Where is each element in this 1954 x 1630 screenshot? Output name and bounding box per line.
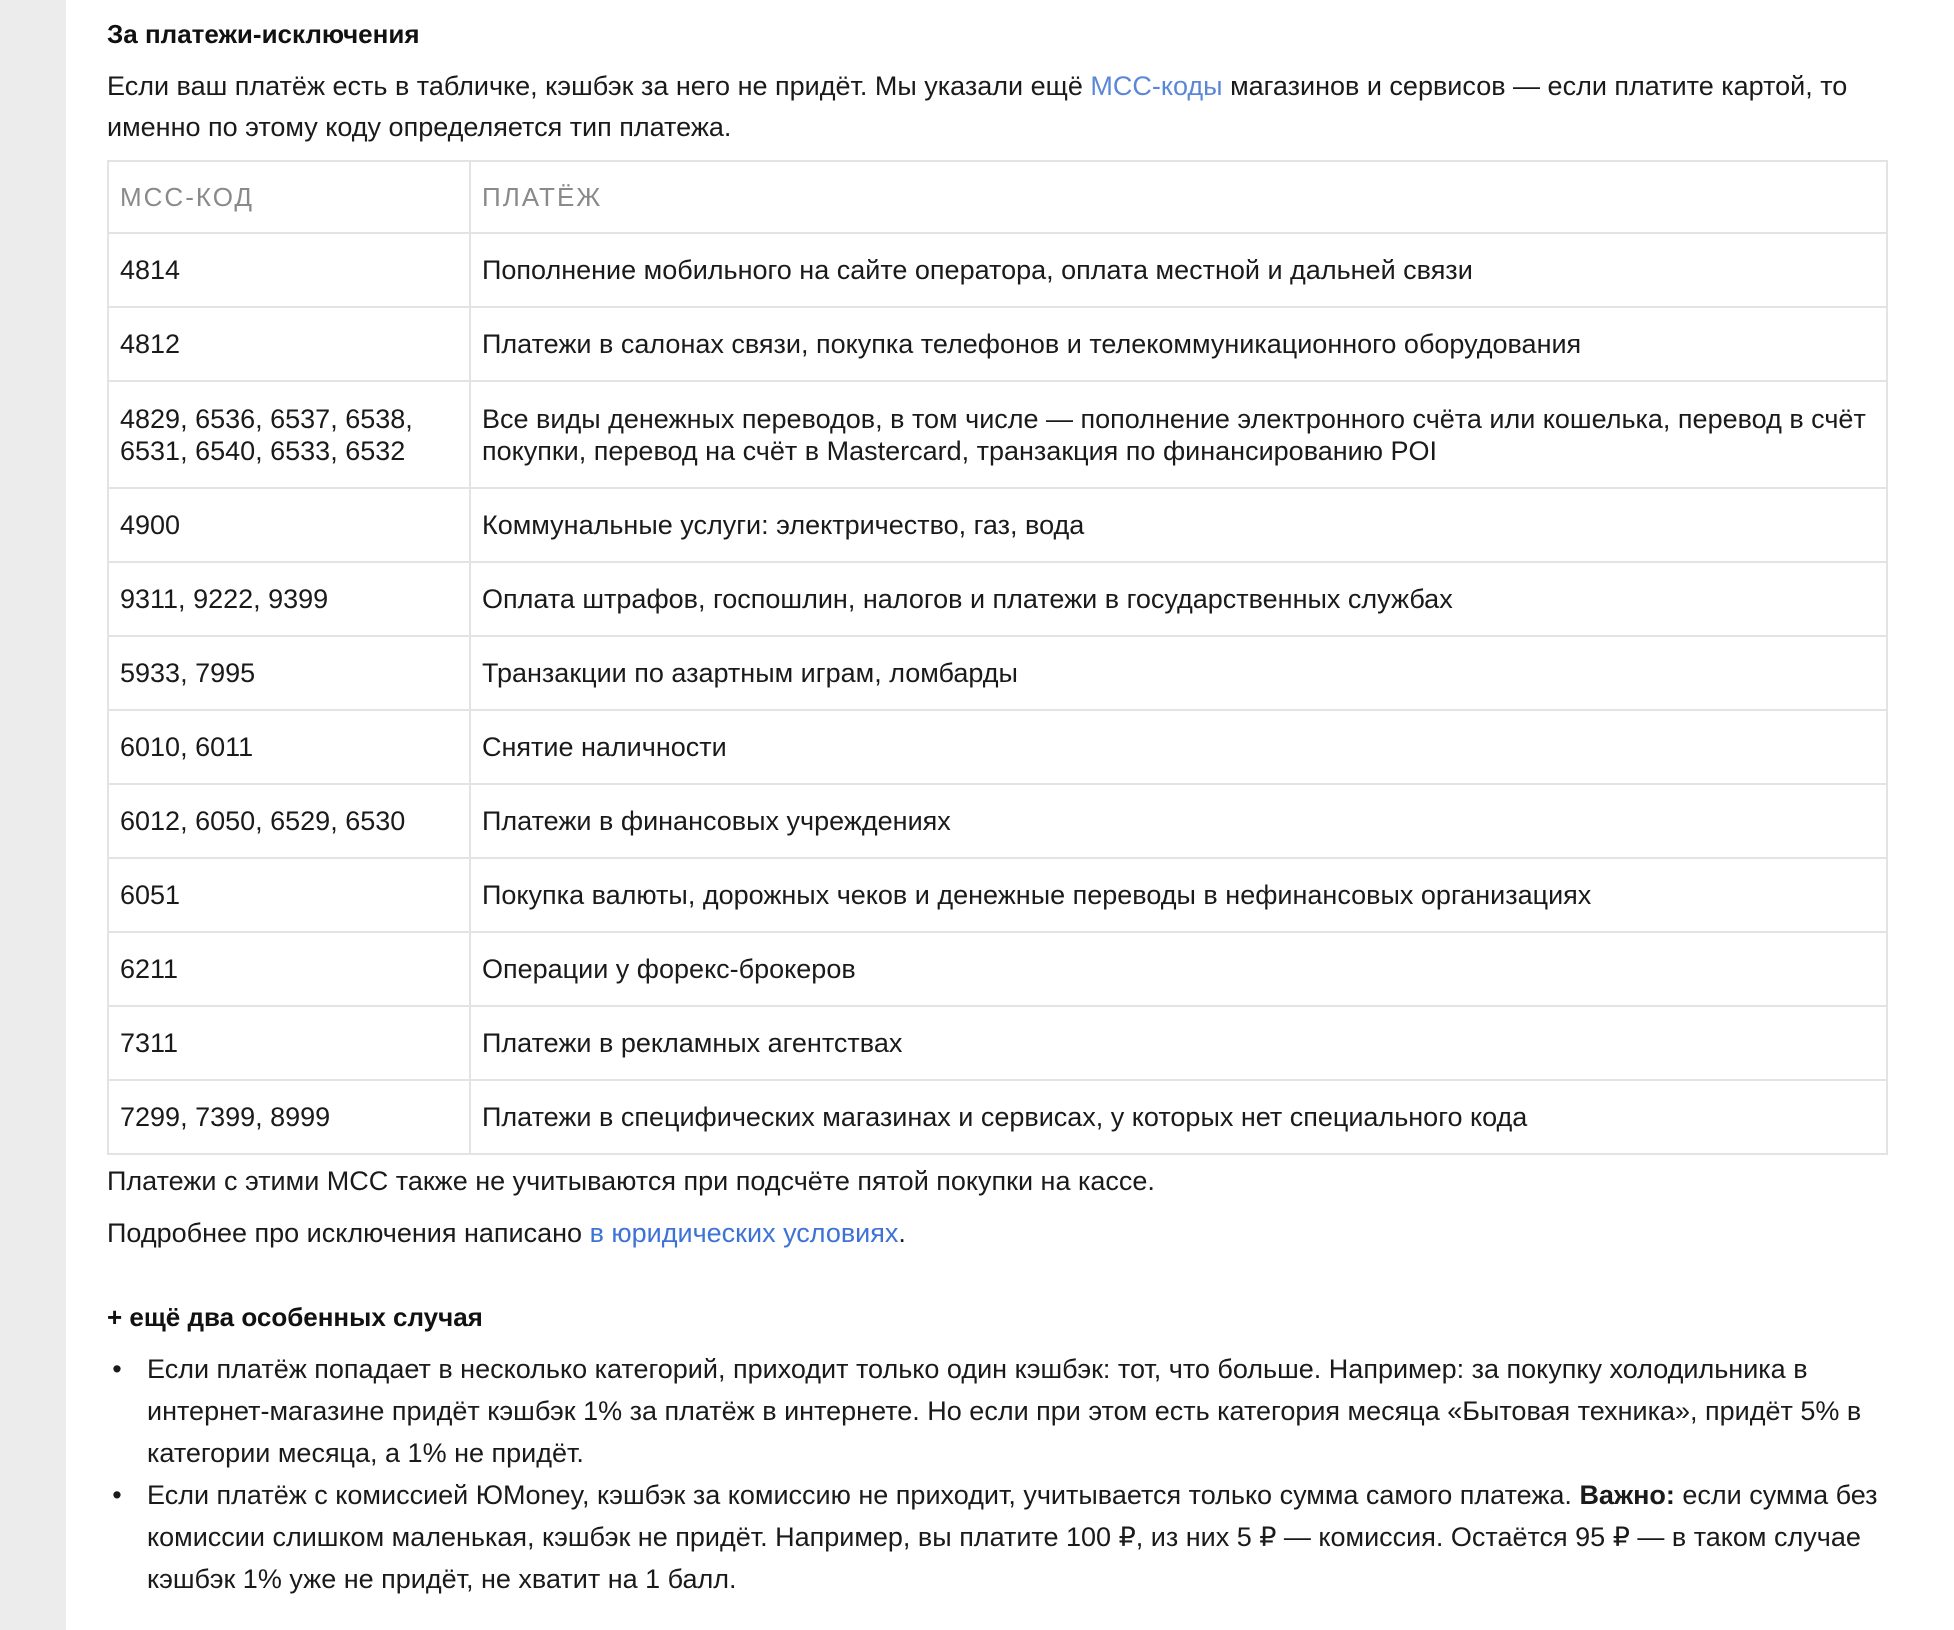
table-row xyxy=(108,307,1887,381)
payment-cell: Снятие наличности xyxy=(470,710,1887,784)
table-row xyxy=(108,858,1887,932)
legal-note-text-after: . xyxy=(898,1218,906,1248)
payment-cell: Оплата штрафов, госпошлин, налогов и платежи в государственных службах xyxy=(470,562,1887,636)
payment-cell: Платежи в рекламных агентствах xyxy=(470,1006,1887,1080)
payment-cell: Пополнение мобильного на сайте оператора, оплата местной и дальней связи xyxy=(470,233,1887,307)
legal-note-paragraph xyxy=(107,1213,1885,1254)
payment-cell: Операции у форекс-брокеров xyxy=(470,932,1887,1006)
mcc-code-cell: 4900 xyxy=(108,488,470,562)
mcc-code-cell: 7311 xyxy=(108,1006,470,1080)
mcc-codes-link[interactable]: MCC-коды xyxy=(1090,71,1223,101)
mcc-code-cell: 4814 xyxy=(108,233,470,307)
intro-paragraph xyxy=(107,66,1885,148)
payment-cell: Платежи в салонах связи, покупка телефонов и телекоммуникационного оборудования xyxy=(470,307,1887,381)
payment-cell: Коммунальные услуги: электричество, газ, вода xyxy=(470,488,1887,562)
column-header-mcc-code: MCC-КОД xyxy=(108,161,470,233)
payment-cell: Платежи в финансовых учреждениях xyxy=(470,784,1887,858)
list-item xyxy=(112,1474,1925,1600)
table-header-row xyxy=(108,161,1887,233)
intro-text-before: Если ваш платёж есть в табличке, кэшбэк за него не придёт. Мы указали ещё xyxy=(107,71,1091,101)
table-row xyxy=(108,932,1887,1006)
mcc-code-cell: 6051 xyxy=(108,858,470,932)
legal-terms-link[interactable]: в юридических условиях xyxy=(589,1218,899,1248)
mcc-code-cell: 4829, 6536, 6537, 6538, 6531, 6540, 6533, 6532 xyxy=(108,381,470,488)
mcc-code-cell: 6012, 6050, 6529, 6530 xyxy=(108,784,470,858)
payment-cell: Транзакции по азартным играм, ломбарды xyxy=(470,636,1887,710)
bullet-icon: • xyxy=(112,1480,122,1510)
table-row xyxy=(108,1080,1887,1154)
table-row xyxy=(108,488,1887,562)
mcc-code-cell: 4812 xyxy=(108,307,470,381)
table-row xyxy=(108,233,1887,307)
legal-note-text-before: Подробнее про исключения написано xyxy=(107,1218,590,1248)
section-heading-exceptions: За платежи-исключения xyxy=(107,19,420,49)
mcc-exceptions-table xyxy=(107,160,1888,1155)
important-label: Важно: xyxy=(1579,1480,1675,1510)
article-page xyxy=(66,0,1954,1630)
payment-cell: Платежи в специфических магазинах и сервисах, у которых нет специального кода xyxy=(470,1080,1887,1154)
mcc-code-cell: 6211 xyxy=(108,932,470,1006)
section-heading-special-cases: + ещё два особенных случая xyxy=(107,1302,483,1332)
table-row xyxy=(108,710,1887,784)
list-item-text-before: Если платёж с комиссией ЮMoney, кэшбэк за комиссию не приходит, учитывается только сумма самого платежа. xyxy=(147,1480,1580,1510)
table-row xyxy=(108,562,1887,636)
intro-text-after: магазинов и сервисов — если платите картой, то именно по этому коду определяется тип платежа. xyxy=(107,71,1848,142)
table-row xyxy=(108,1006,1887,1080)
table-row xyxy=(108,381,1887,488)
list-item-text: Если платёж попадает в несколько категорий, приходит только один кэшбэк: тот, что больше. Например: за покупку холодильника в интернет-магазине придёт кэшбэк 1% за платёж в интернете. Но если при этом есть категория месяца «Бытовая техника», придёт 5% в категории месяца, а 1% не придёт. xyxy=(147,1354,1862,1468)
bullet-icon: • xyxy=(112,1354,122,1384)
payment-cell: Все виды денежных переводов, в том числе — пополнение электронного счёта или кошелька, перевод в счёт покупки, перевод на счёт в Mastercard, транзакция по финансированию POI xyxy=(470,381,1887,488)
list-item-text-after: если сумма без комиссии слишком маленькая, кэшбэк не придёт. Например, вы платите 100 ₽, из них 5 ₽ — комиссия. Остаётся 95 ₽ — в таком случае кэшбэк 1% уже не придёт, не хватит на 1 балл. xyxy=(147,1480,1878,1594)
mcc-code-cell: 5933, 7995 xyxy=(108,636,470,710)
mcc-code-cell: 7299, 7399, 8999 xyxy=(108,1080,470,1154)
table-row xyxy=(108,784,1887,858)
column-header-payment: ПЛАТЁЖ xyxy=(470,161,1887,233)
mcc-note-paragraph: Платежи с этими MCC также не учитываются при подсчёте пятой покупки на кассе. xyxy=(107,1166,1155,1196)
payment-cell: Покупка валюты, дорожных чеков и денежные переводы в нефинансовых организациях xyxy=(470,858,1887,932)
table-row xyxy=(108,636,1887,710)
list-item xyxy=(112,1348,1925,1474)
mcc-code-cell: 6010, 6011 xyxy=(108,710,470,784)
special-cases-list xyxy=(107,1348,1925,1600)
mcc-code-cell: 9311, 9222, 9399 xyxy=(108,562,470,636)
